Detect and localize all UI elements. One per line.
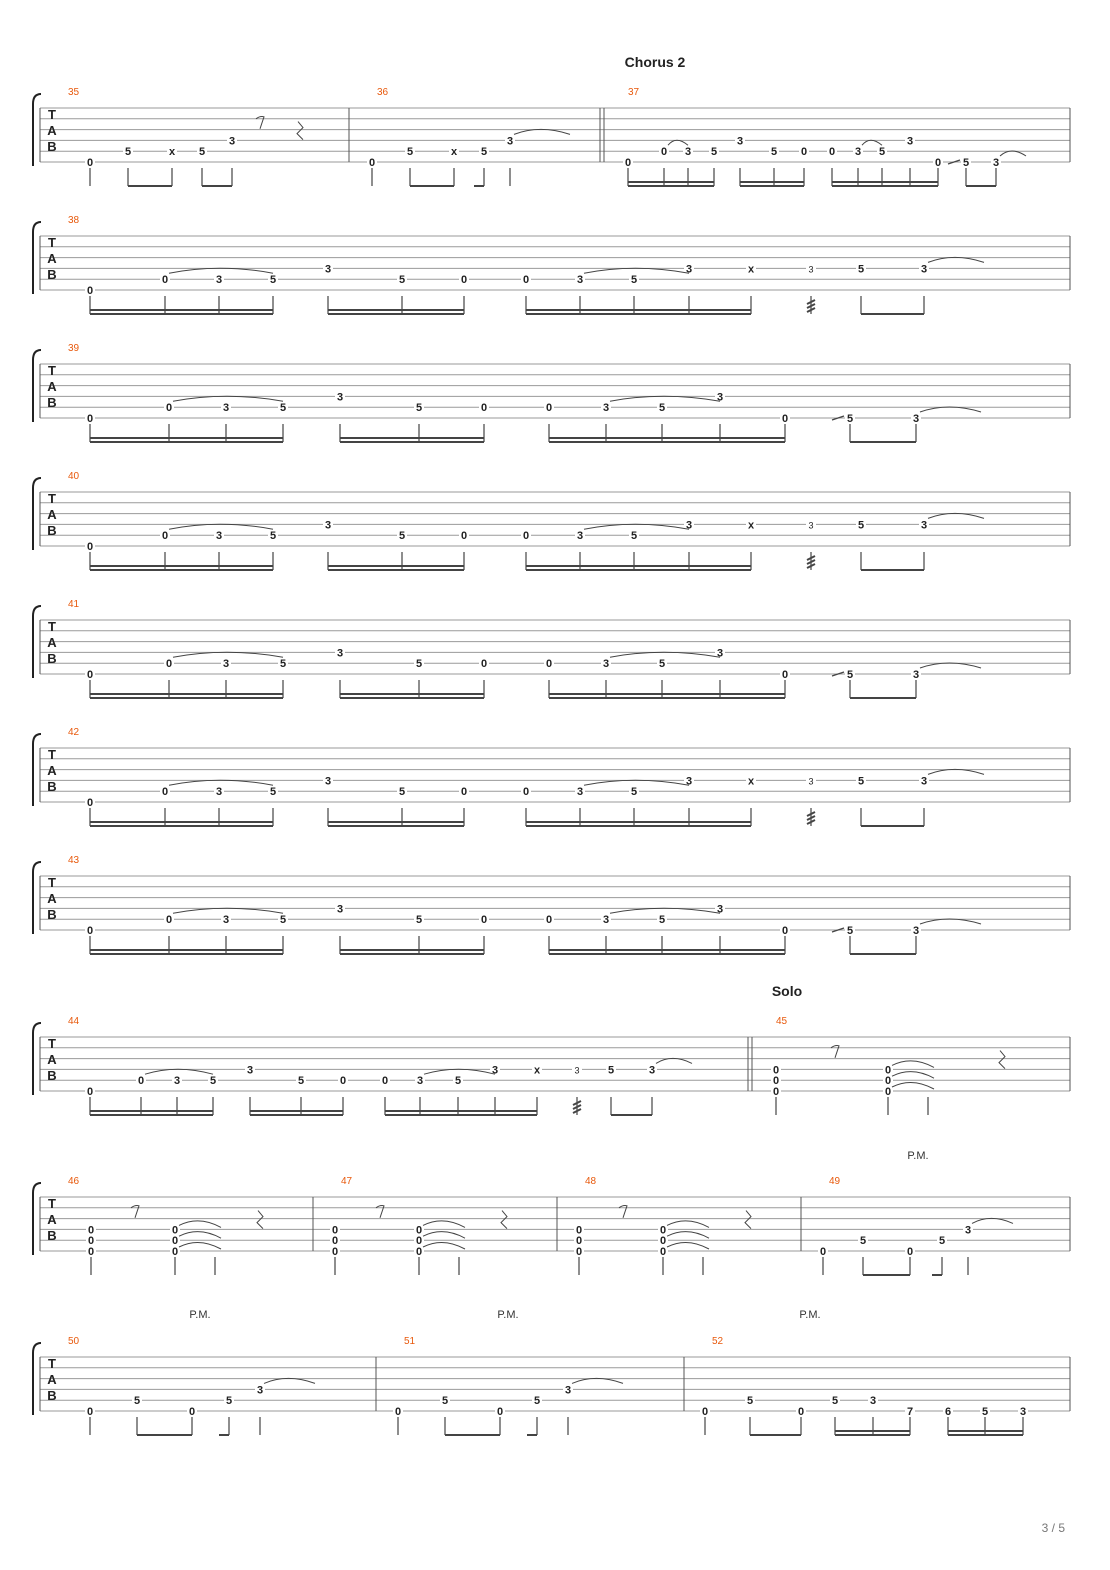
fret-number: 7 [906,1406,914,1418]
fret-number: 3 [685,519,693,532]
fret-number: 5 [710,146,718,159]
fret-number: 5 [770,146,778,159]
fret-number: 0 [331,1235,339,1248]
tie-arc [173,652,283,657]
tie-arc [584,780,689,785]
tab-clef-letter: A [47,1372,57,1387]
fret-number: 3 [912,925,920,937]
fret-number: 5 [133,1395,141,1408]
fret-number: 0 [86,1406,94,1418]
tab-clef-letter: A [47,507,57,522]
fret-number: 0 [934,157,942,169]
measure-number: 50 [68,1336,80,1347]
fret-number: 5 [124,146,132,159]
tab-clef-letter: T [48,1036,56,1051]
fret-number: 0 [165,658,173,671]
tab-clef-letter: T [48,1356,56,1371]
fret-number: 3 [1019,1406,1027,1418]
fret-number: 5 [225,1395,233,1408]
measure-number: 36 [377,87,389,98]
fret-number: 0 [701,1406,709,1418]
fret-number: 5 [962,157,970,169]
tab-clef-letter: T [48,107,56,122]
fret-number: 3 [222,402,230,415]
fret-number: 0 [545,914,553,927]
fret-number: 5 [831,1395,839,1408]
tie-arc [514,129,570,134]
tie-arc [928,769,984,774]
fret-number: 5 [209,1075,217,1088]
measure-number: 47 [341,1176,353,1187]
fret-number: 3 [576,274,584,287]
text-layer [47,54,1026,1418]
tab-clef-letter: B [47,651,57,666]
fret-number: 0 [781,669,789,681]
tie-arc [423,1221,465,1228]
fret-number: 0 [86,925,94,937]
tie-arc [972,1218,1013,1223]
fret-number: 5 [398,786,406,799]
fret-number: 5 [630,274,638,287]
tab-clef-letter: B [47,1068,57,1083]
fret-number: 0 [165,914,173,927]
fret-number: 0 [339,1075,347,1088]
tab-clef-letter: T [48,747,56,762]
fret-number: 0 [772,1086,780,1098]
fret-number: 3 [215,274,223,287]
fret-number: 3 [336,647,344,660]
fret-number: 0 [624,157,632,169]
tab-clef-letter: T [48,491,56,506]
fret-number: 5 [607,1064,615,1077]
fret-number: 5 [630,786,638,799]
tie-arc [572,1378,623,1383]
fret-number: 5 [415,914,423,927]
measure-number: 52 [712,1336,724,1347]
tie-arc [584,268,689,273]
fret-number: 0 [659,1224,667,1237]
fret-number: x [168,146,176,159]
tie-arc [179,1242,221,1249]
tie-arc [892,1082,934,1089]
tie-arc [667,1232,709,1239]
tie-arc [423,1232,465,1239]
tie-arc [1000,151,1026,156]
tab-clef-letter: A [47,763,57,778]
fret-number: 5 [415,402,423,415]
tab-clef-letter: B [47,1228,57,1243]
fret-number: 3 [602,914,610,927]
tie-arc [892,1072,934,1079]
tab-clef-letter: A [47,1212,57,1227]
measure-number: 42 [68,727,80,738]
page-number: 3 / 5 [1041,1521,1065,1535]
fret-number: 3 [912,669,920,681]
tie-arc [892,1061,934,1068]
fret-number: 3 [336,391,344,404]
fret-number: 3 [920,263,928,276]
quarter-rest [297,122,303,140]
tie-arc [656,1058,692,1063]
fret-number: 0 [331,1246,339,1258]
fret-number: 6 [944,1406,952,1418]
tab-clef-letter: T [48,875,56,890]
fret-number: 5 [857,519,865,532]
fret-number: 3 [964,1224,972,1237]
tab-clef-letter: B [47,1388,57,1403]
fret-number: 0 [772,1064,780,1077]
fret-number: 5 [415,658,423,671]
tie-arc [145,1069,213,1074]
fret-number: 0 [86,541,94,553]
fret-number: 0 [828,146,836,159]
fret-number: 3 [685,263,693,276]
fret-number: x [533,1064,541,1077]
tab-clef-letter: T [48,1196,56,1211]
fret-number: 5 [441,1395,449,1408]
tab-clef-letter: B [47,395,57,410]
fret-number: 0 [161,274,169,287]
tab-clef-letter: A [47,379,57,394]
fret-number: 0 [522,530,530,543]
fret-number: 0 [86,157,94,169]
measure-number: 37 [628,87,640,98]
fret-number: 3 [222,914,230,927]
fret-number: 0 [545,402,553,415]
tie-arc [928,257,984,262]
fret-number: 5 [269,530,277,543]
fret-number: 5 [269,786,277,799]
fret-number: 5 [630,530,638,543]
fret-number: 5 [746,1395,754,1408]
tie-arc [862,140,882,145]
tie-arc [264,1378,315,1383]
quarter-rest [745,1211,751,1229]
fret-number: 3 [228,135,236,148]
fret-number: 0 [86,669,94,681]
palm-mute-label: P.M. [189,1309,211,1321]
fret-number: 3 [256,1384,264,1397]
fret-number: 5 [398,274,406,287]
fret-number: 0 [171,1246,179,1258]
measure-number: 41 [68,599,80,610]
fret-number: 3 [576,786,584,799]
tab-clef-letter: A [47,635,57,650]
fret-number: 0 [659,1235,667,1248]
fret-number: 0 [800,146,808,159]
fret-number: 0 [906,1246,914,1258]
fret-number: 0 [87,1235,95,1248]
tie-arc [920,407,981,412]
quarter-rest [999,1051,1005,1069]
fret-number: 0 [161,786,169,799]
tie-arc [610,652,720,657]
fret-number: 0 [86,413,94,425]
tie-arc [424,1069,495,1074]
fret-number: 3 [246,1064,254,1077]
fret-number: 0 [460,274,468,287]
quarter-rest [257,1211,263,1229]
fret-number: 5 [279,402,287,415]
fret-number: 0 [165,402,173,415]
quarter-rest [501,1211,507,1229]
fret-number: 3 [808,776,814,787]
fret-number: 0 [575,1235,583,1248]
fret-number: 0 [797,1406,805,1418]
fret-number: 3 [602,402,610,415]
fret-number: 3 [506,135,514,148]
fret-number: 0 [188,1406,196,1418]
fret-number: 3 [716,391,724,404]
fret-number: 0 [415,1235,423,1248]
fret-number: 3 [736,135,744,148]
fret-number: 0 [496,1406,504,1418]
fret-number: 0 [545,658,553,671]
tab-clef-letter: T [48,363,56,378]
fret-number: 0 [87,1246,95,1258]
tie-arc [610,396,720,401]
tie-arc [169,780,273,785]
fret-number: 0 [522,274,530,287]
fret-number: 3 [576,530,584,543]
fret-number: 5 [846,669,854,681]
tab-clef-letter: T [48,619,56,634]
measure-number: 46 [68,1176,80,1187]
tie-arc [169,524,273,529]
fret-number: 5 [859,1235,867,1248]
fret-number: 3 [173,1075,181,1088]
fret-number: 5 [198,146,206,159]
fret-number: 0 [781,413,789,425]
fret-number: 3 [716,903,724,916]
fret-number: 3 [602,658,610,671]
section-label: Solo [771,983,803,999]
fret-number: 0 [137,1075,145,1088]
fret-number: 0 [381,1075,389,1088]
measure-number: 51 [404,1336,416,1347]
fret-number: 3 [912,413,920,425]
staves-layer [33,94,1070,1415]
fret-number: x [450,146,458,159]
fret-number: 3 [324,519,332,532]
fret-number: 0 [575,1224,583,1237]
fret-number: 5 [269,274,277,287]
fret-number: 0 [522,786,530,799]
fret-number: 5 [658,658,666,671]
fret-number: 0 [480,914,488,927]
palm-mute-label: P.M. [799,1309,821,1321]
fret-number: 5 [846,925,854,937]
fret-number: 3 [684,146,692,159]
fret-number: 5 [857,775,865,788]
tab-clef-letter: B [47,779,57,794]
measure-number: 43 [68,855,80,866]
fret-number: 0 [460,530,468,543]
palm-mute-label: P.M. [907,1150,929,1162]
fret-number: x [747,519,755,532]
measure-number: 39 [68,343,80,354]
fret-number: 5 [279,914,287,927]
fret-number: 3 [336,903,344,916]
fret-number: 0 [480,402,488,415]
fret-number: 3 [906,135,914,148]
tab-clef-letter: A [47,891,57,906]
fret-number: 0 [368,157,376,169]
fret-number: 5 [398,530,406,543]
tie-arc [610,908,720,913]
fret-number: 3 [716,647,724,660]
fret-number: 0 [884,1086,892,1098]
fret-number: 0 [480,658,488,671]
fret-number: 0 [394,1406,402,1418]
fret-number: 0 [659,1246,667,1258]
fret-number: 3 [869,1395,877,1408]
tab-clef-letter: A [47,1052,57,1067]
tie-arc [920,663,981,668]
measure-number: 45 [776,1016,788,1027]
fret-number: 3 [648,1064,656,1077]
tie-arc [920,919,981,924]
tie-arc [179,1232,221,1239]
tie-arc [584,524,689,529]
fret-number: 3 [416,1075,424,1088]
palm-mute-label: P.M. [497,1309,519,1321]
tie-arc [667,1242,709,1249]
fret-number: 5 [658,402,666,415]
fret-number: 3 [215,530,223,543]
fret-number: 3 [992,157,1000,169]
fret-number: 5 [454,1075,462,1088]
tie-arc [179,1221,221,1228]
fret-number: x [747,263,755,276]
fret-number: 5 [846,413,854,425]
fret-number: 0 [575,1246,583,1258]
tie-arc [928,513,984,518]
fret-number: 0 [87,1224,95,1237]
fret-number: 3 [324,263,332,276]
tab-clef-letter: A [47,123,57,138]
tab-clef-letter: A [47,251,57,266]
fret-number: 3 [324,775,332,788]
tie-arc [173,908,283,913]
tie-arc [668,140,688,145]
fret-number: 0 [171,1224,179,1237]
fret-number: 3 [920,519,928,532]
tie-arc [169,268,273,273]
fret-number: 3 [215,786,223,799]
fret-number: 5 [938,1235,946,1248]
measure-number: 40 [68,471,80,482]
fret-number: 3 [564,1384,572,1397]
fret-number: 0 [86,1086,94,1098]
fret-number: 5 [406,146,414,159]
fret-number: 5 [480,146,488,159]
fret-number: 3 [222,658,230,671]
fret-number: 5 [533,1395,541,1408]
measure-number: 38 [68,215,80,226]
fret-number: 0 [415,1224,423,1237]
fret-number: 0 [660,146,668,159]
fret-number: 3 [808,520,814,531]
measure-number: 44 [68,1016,80,1027]
fret-number: 3 [854,146,862,159]
fret-number: 0 [86,797,94,809]
tab-clef-letter: B [47,139,57,154]
measure-number: 48 [585,1176,597,1187]
tie-arc [667,1221,709,1228]
tie-arc [423,1242,465,1249]
fret-number: x [747,775,755,788]
tab-clef-letter: B [47,523,57,538]
fret-number: 3 [491,1064,499,1077]
tab-clef-letter: T [48,235,56,250]
tab-clef-letter: B [47,267,57,282]
fret-number: 5 [279,658,287,671]
fret-number: 0 [772,1075,780,1088]
fret-number: 0 [415,1246,423,1258]
fret-number: 5 [857,263,865,276]
fret-number: 0 [781,925,789,937]
fret-number: 5 [981,1406,989,1418]
fret-number: 5 [297,1075,305,1088]
fret-number: 0 [460,786,468,799]
fret-number: 0 [884,1064,892,1077]
fret-number: 0 [171,1235,179,1248]
fret-number: 5 [658,914,666,927]
fret-number: 0 [161,530,169,543]
measure-number: 49 [829,1176,841,1187]
measure-number: 35 [68,87,80,98]
section-label: Chorus 2 [624,54,686,70]
fret-number: 3 [920,775,928,788]
fret-number: 5 [878,146,886,159]
fret-number: 0 [86,285,94,297]
fret-number: 0 [331,1224,339,1237]
fret-number: 0 [819,1246,827,1258]
fret-number: 0 [884,1075,892,1088]
fret-number: 3 [685,775,693,788]
tie-arc [173,396,283,401]
tab-clef-letter: B [47,907,57,922]
fret-number: 3 [808,264,814,275]
fret-number: 3 [574,1065,580,1076]
